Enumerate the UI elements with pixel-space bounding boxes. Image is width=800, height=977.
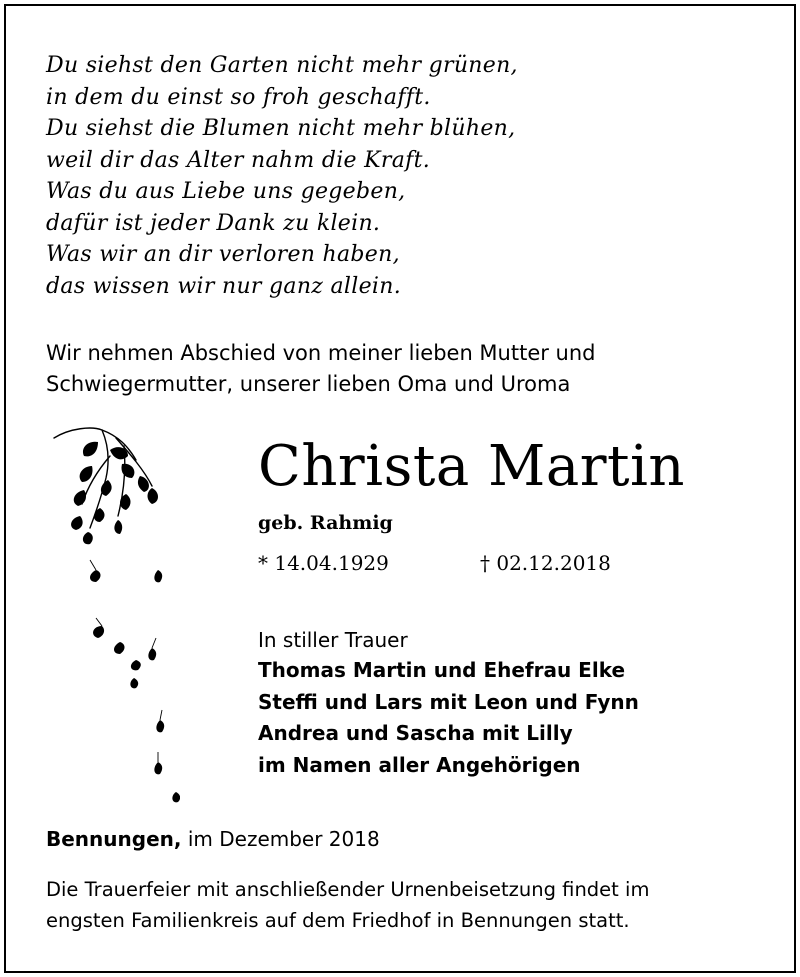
mourner-line: Andrea und Sascha mit Lilly	[258, 721, 573, 745]
funeral-line: Die Trauerfeier mit anschließender Urnenbeisetzung findet im	[46, 878, 650, 901]
poem-line: weil dir das Alter nahm die Kraft.	[46, 147, 431, 173]
birch-branch-icon	[40, 420, 180, 810]
maiden-name: geb. Rahmig	[258, 512, 393, 534]
funeral-info	[46, 874, 649, 936]
mourner-line: im Namen aller Angehörigen	[258, 752, 581, 777]
poem-line: Du siehst den Garten nicht mehr grünen,	[46, 53, 518, 78]
mourning-label: In stiller Trauer	[258, 628, 408, 652]
intro-line: Wir nehmen Abschied von meiner lieben Mutter und	[46, 341, 596, 365]
place-date-line	[46, 824, 380, 854]
birth-date: * 14.04.1929	[258, 551, 389, 575]
intro-line: Schwiegermutter, unserer lieben Oma und Uroma	[46, 372, 571, 396]
mourner-line: Steffi und Lars mit Leon und Fynn	[258, 689, 639, 714]
place-name: Bennungen,	[46, 827, 182, 851]
deceased-name: Christa Martin	[258, 434, 685, 499]
poem-line: Was du aus Liebe uns gegeben,	[46, 179, 406, 204]
poem-line: Du siehst die Blumen nicht mehr blühen,	[46, 116, 516, 141]
poem	[46, 50, 518, 302]
notice-date: im Dezember 2018	[187, 827, 380, 851]
poem-line: in dem du einst so froh geschafft.	[46, 84, 431, 110]
poem-line: das wissen wir nur ganz allein.	[46, 273, 401, 299]
death-date: † 02.12.2018	[480, 551, 611, 575]
poem-line: Was wir an dir verloren haben,	[46, 242, 400, 267]
farewell-intro	[46, 338, 596, 400]
poem-line: dafür ist jeder Dank zu klein.	[46, 210, 381, 236]
mourner-line: Thomas Martin und Ehefrau Elke	[258, 658, 626, 682]
funeral-line: engsten Familienkreis auf dem Friedhof in Bennungen statt.	[46, 909, 630, 932]
mourners-list	[258, 655, 639, 781]
